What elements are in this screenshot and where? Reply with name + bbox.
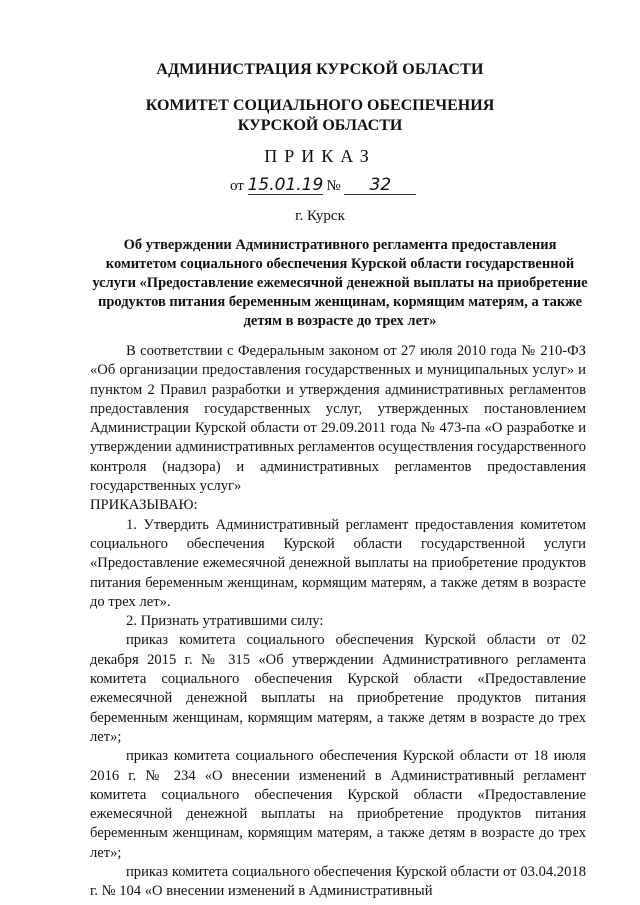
organization-heading: АДМИНИСТРАЦИЯ КУРСКОЙ ОБЛАСТИ: [156, 61, 484, 78]
committee-heading: [0, 96, 640, 136]
order-label: ПРИКАЗ: [264, 146, 376, 166]
paragraph-repeal-2: приказ комитета социального обеспечения Курской области от 18 июля 2016 г. № 234 «О внесении изменений в Административный регламент комитета социального обеспечения Курской области «Предоставление ежемесячной денежной выплаты на приобретение продуктов питания беременным женщинам, кормящим матерям, а также детям в возрасте до трех лет»;: [90, 748, 586, 861]
paragraph-preamble: В соответствии с Федеральным законом от 27 июля 2010 года № 210-ФЗ «Об организации предоставления государственных и муниципальных услуг» и пунктом 2 Правил разработки и утверждения административных регламентов предоставления государственных услуг, утвержденных постановлением Администрации Курской области от 29.09.2011 года № 473-па «О разработке и утверждении административных регламентов осуществления государственного контроля (надзора) и административных регламентов предоставления государственных услуг»: [90, 343, 587, 495]
paragraph-repeal-1: приказ комитета социального обеспечения Курской области от 02 декабря 2015 г. № 315 «Об утверждении Административного регламента комитета социального обеспечения Курской области «Предоставление ежемесячной денежной выплаты на приобретение продуктов питания беременным женщинам, кормящим матерям, а также детям в возрасте до трех лет»;: [90, 632, 586, 745]
document-body: [90, 342, 586, 902]
document-title: Об утверждении Административного регламента предоставления комитетом социального обеспечения Курской области государственной услуги «Предоставление ежемесячной денежной выплаты на приобретение продуктов питания беременным женщинам, кормящим матерям, а также детям в возрасте до трех лет»: [92, 237, 588, 329]
order-date: 15.01.19: [247, 175, 324, 195]
number-sign: №: [326, 178, 341, 194]
paragraph-repeal-3: приказ комитета социального обеспечения Курской области от 03.04.2018 г. № 104 «О внесении изменений в Административный: [90, 864, 586, 900]
order-number: 32: [344, 176, 416, 195]
paragraph-item-1: 1. Утвердить Административный регламент предоставления комитетом социального обеспечения Курской области государственной услуги «Предоставление ежемесячной денежной выплаты на приобретение продуктов питания беременным женщинам, кормящим матерям, а также детям в возрасте до трех лет».: [90, 516, 586, 610]
order-date-line: [230, 176, 416, 195]
city: г. Курск: [295, 208, 345, 224]
date-prefix: от: [230, 178, 244, 194]
committee-heading-line2: КУРСКОЙ ОБЛАСТИ: [237, 117, 403, 134]
paragraph-order-word: ПРИКАЗЫВАЮ:: [90, 497, 198, 514]
committee-heading-line1: КОМИТЕТ СОЦИАЛЬНОГО ОБЕСПЕЧЕНИЯ: [145, 97, 495, 114]
paragraph-item-2: 2. Признать утратившими силу:: [126, 613, 324, 630]
